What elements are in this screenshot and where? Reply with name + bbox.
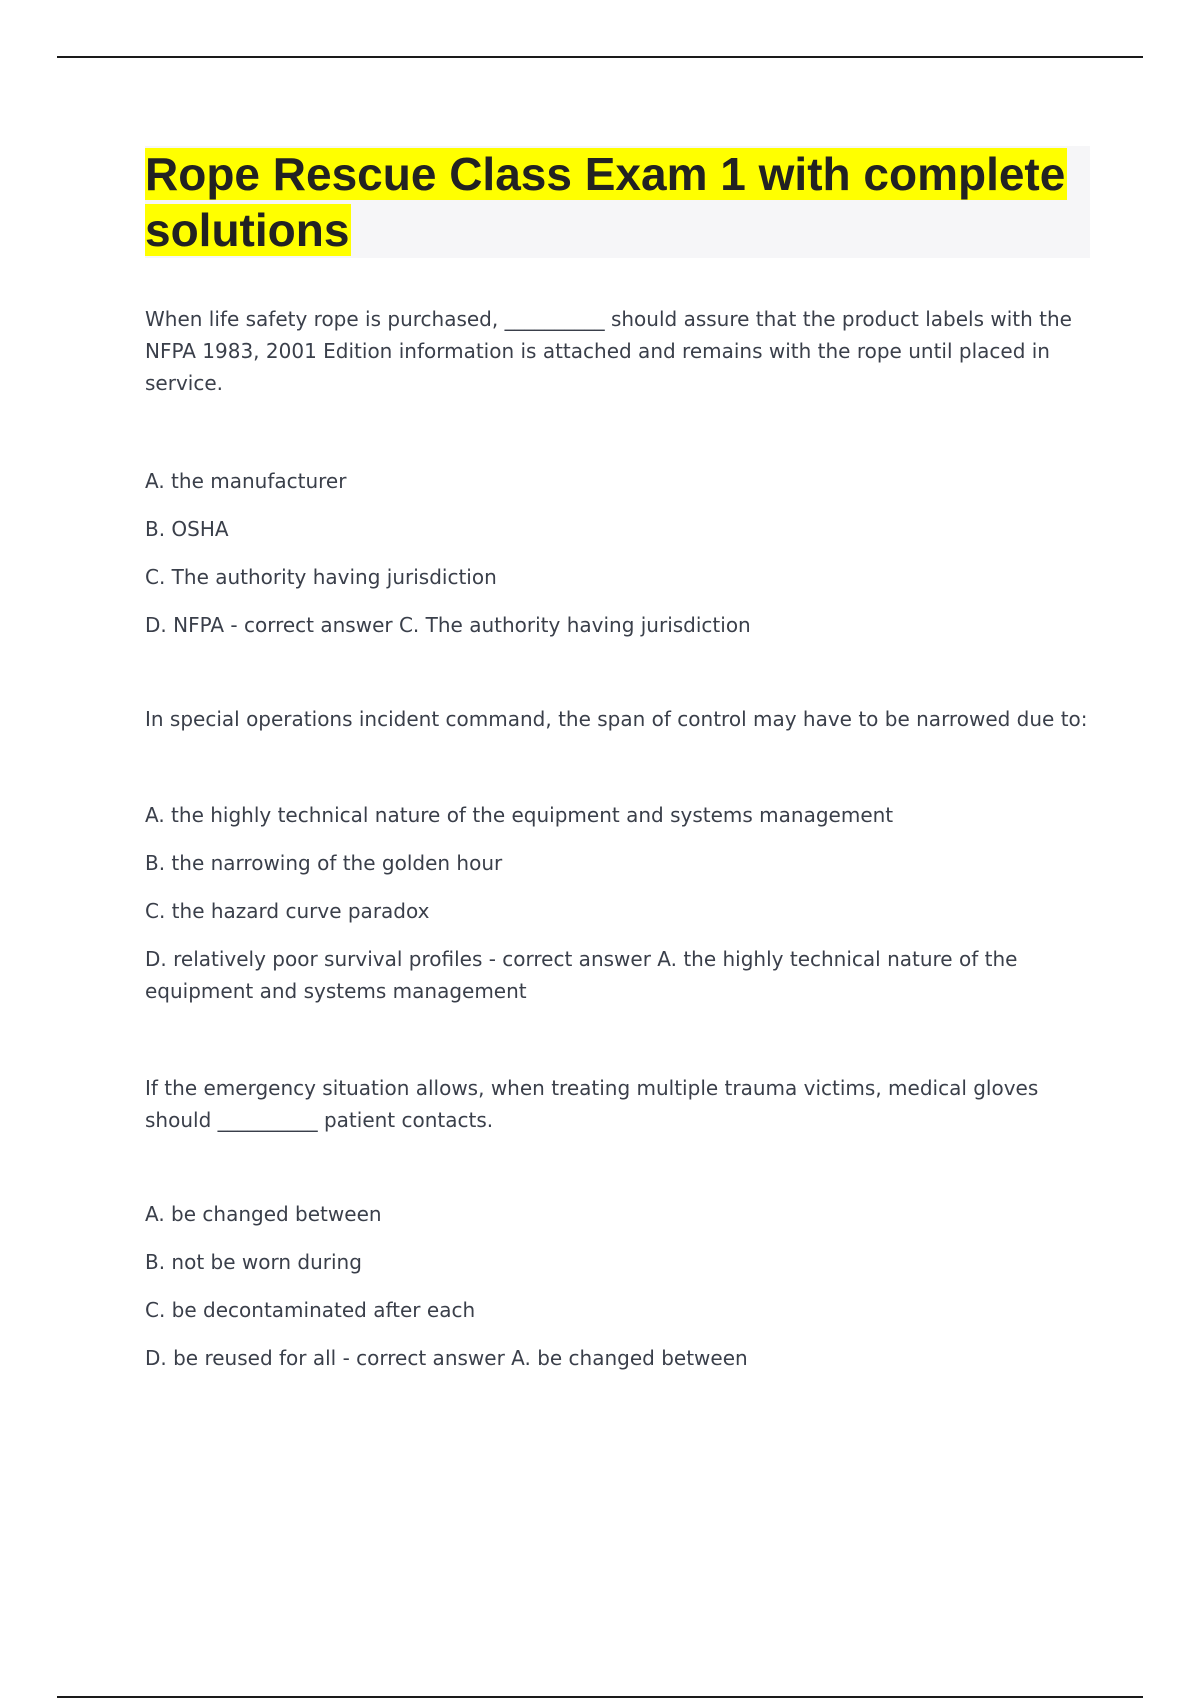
option-a: A. the highly technical nature of the equipment and systems management <box>145 803 894 827</box>
option-d: D. NFPA - correct answer C. The authority having jurisdiction <box>145 613 751 637</box>
option-c: C. be decontaminated after each <box>145 1298 476 1322</box>
answer-options <box>145 465 1090 641</box>
question-block-2 <box>145 703 1090 1023</box>
option-d: D. relatively poor survival profiles - correct answer A. the highly technical nature of the equipment and systems management <box>145 947 1018 1003</box>
option-b: B. not be worn during <box>145 1250 362 1274</box>
question-block-3 <box>145 1072 1090 1390</box>
option-a: A. be changed between <box>145 1202 382 1226</box>
option-b: B. the narrowing of the golden hour <box>145 851 503 875</box>
document-title <box>145 146 1090 258</box>
title-highlight: Rope Rescue Class Exam 1 with complete solutions <box>145 148 1066 256</box>
option-d: D. be reused for all - correct answer A. be changed between <box>145 1346 748 1370</box>
question-block-1 <box>145 303 1090 657</box>
option-c: C. The authority having jurisdiction <box>145 565 497 589</box>
bottom-rule <box>57 1696 1143 1698</box>
option-b: B. OSHA <box>145 517 229 541</box>
question-text: In special operations incident command, the span of control may have to be narrowed due to: <box>145 707 1088 731</box>
answer-options <box>145 799 1090 1007</box>
question-text: When life safety rope is purchased, __________ should assure that the product labels with the NFPA 1983, 2001 Edition information is attached and remains with the rope until placed in service. <box>145 307 1072 395</box>
option-a: A. the manufacturer <box>145 469 347 493</box>
question-text: If the emergency situation allows, when treating multiple trauma victims, medical gloves should __________ patient contacts. <box>145 1076 1039 1132</box>
option-c: C. the hazard curve paradox <box>145 899 430 923</box>
answer-options <box>145 1198 1090 1374</box>
top-rule <box>57 56 1143 58</box>
title-block <box>145 146 1090 258</box>
